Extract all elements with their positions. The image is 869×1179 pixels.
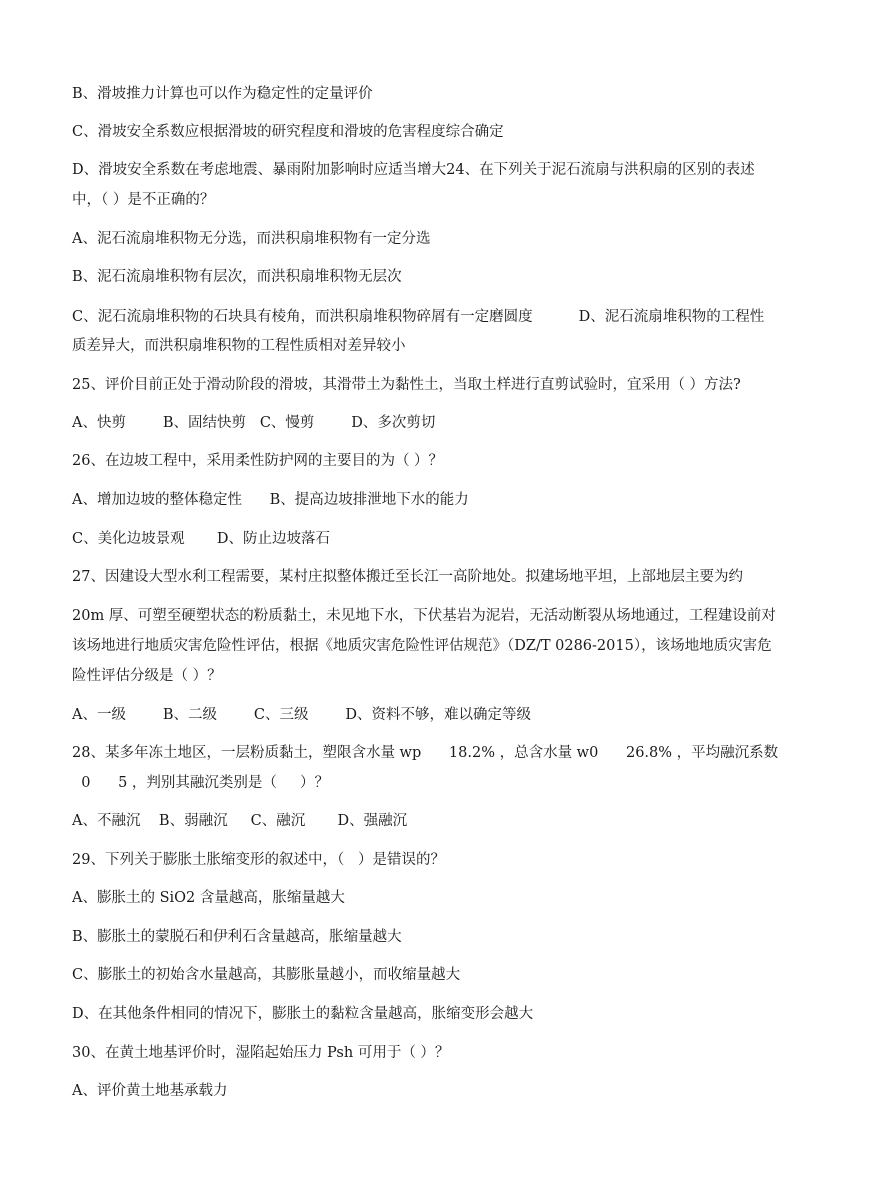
- text-line: 27、因建设大型水利工程需要，某村庄拟整体搬迁至长江一高阶地处。拟建场地平坦，上部地层主要为约: [72, 569, 743, 585]
- text-line: A、膨胀土的 SiO2 含量越高，胀缩量越大: [72, 890, 345, 906]
- text-line: A、不融沉 B、弱融沉 C、融沉 D、强融沉: [72, 813, 408, 829]
- text-line: 质差异大，而洪积扇堆积物的工程性质相对差异较小: [72, 338, 406, 354]
- text-line: A、一级 B、二级 C、三级 D、资料不够，难以确定等级: [72, 707, 531, 723]
- text-line: 29、下列关于膨胀土胀缩变形的叙述中，（ ）是错误的？: [72, 852, 446, 868]
- text-line: B、泥石流扇堆积物有层次，而洪积扇堆积物无层次: [72, 269, 402, 285]
- text-line: B、滑坡推力计算也可以作为稳定性的定量评价: [72, 86, 373, 102]
- text-line: 中，（ ）是不正确的？: [72, 192, 215, 208]
- text-line: 25、评价目前正处于滑动阶段的滑坡，其滑带土为黏性土，当取土样进行直剪试验时，宜采用（ ）方法?: [72, 377, 741, 393]
- text-line: A、快剪 B、固结快剪 C、慢剪 D、多次剪切: [72, 415, 436, 431]
- text-line: 26、在边坡工程中，采用柔性防护网的主要目的为（ ）？: [72, 453, 444, 469]
- text-line: A、泥石流扇堆积物无分选，而洪积扇堆积物有一定分选: [72, 231, 431, 247]
- text-line: C、滑坡安全系数应根据滑坡的研究程度和滑坡的危害程度综合确定: [72, 124, 504, 140]
- text-line: 0 5 ，判别其融沉类别是（ ）？: [72, 775, 329, 791]
- text-line: 28、某多年冻土地区，一层粉质黏土，塑限含水量 wp 18.2% ，总含水量 w0 26.8% ，平均融沉系数: [72, 745, 779, 761]
- text-line: A、评价黄土地基承载力: [72, 1083, 228, 1099]
- text-line: 险性评估分级是（ ）？: [72, 668, 222, 684]
- text-line: 20m 厚、可塑至硬塑状态的粉质黏土，未见地下水，下伏基岩为泥岩，无活动断裂从场地通过，工程建设前对: [72, 608, 776, 624]
- text-line: C、泥石流扇堆积物的石块具有棱角，而洪积扇堆积物碎屑有一定磨圆度 D、泥石流扇堆积物的工程性: [72, 309, 765, 325]
- text-line: C、膨胀土的初始含水量越高，其膨胀量越小，而收缩量越大: [72, 967, 461, 983]
- text-line: B、膨胀土的蒙脱石和伊利石含量越高，胀缩量越大: [72, 929, 402, 945]
- text-line: D、在其他条件相同的情况下，膨胀土的黏粒含量越高，胀缩变形会越大: [72, 1006, 534, 1022]
- text-line: D、滑坡安全系数在考虑地震、暴雨附加影响时应适当增大24、在下列关于泥石流扇与洪积扇的区别的表述: [72, 162, 755, 178]
- text-line: A、增加边坡的整体稳定性 B、提高边坡排泄地下水的能力: [72, 492, 469, 508]
- text-line: 30、在黄土地基评价时，湿陷起始压力 Psh 可用于（ ）？: [72, 1045, 450, 1061]
- text-line: C、美化边坡景观 D、防止边坡落石: [72, 531, 330, 547]
- text-line: 该场地进行地质灾害危险性评估，根据《地质灾害危险性评估规范》（DZ/T 0286-2015），该场地地质灾害危: [72, 638, 772, 654]
